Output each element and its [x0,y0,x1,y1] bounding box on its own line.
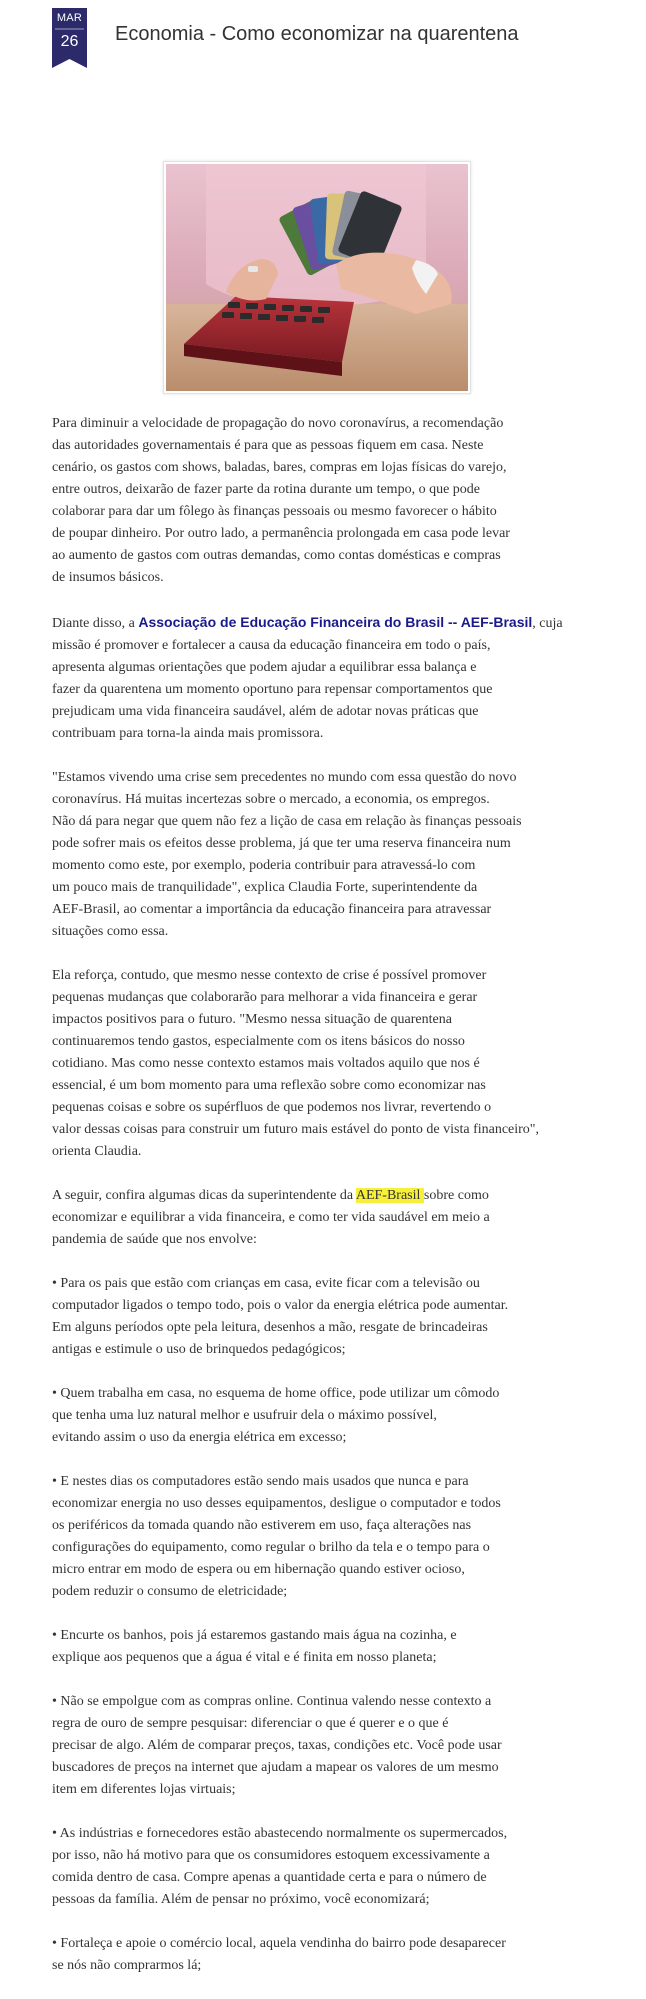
date-badge [52,8,87,68]
paragraph-tips-intro [52,1185,612,1251]
tip-local-commerce: • Fortaleça e apoie o comércio local, aquela vendinha do bairro pode desaparecer se nós não comprarmos lá; [52,1936,506,1973]
calculator-credit-cards-photo-icon [166,164,468,391]
paragraph-text: Diante disso, a [52,616,139,631]
paragraph-aef-intro [52,611,612,745]
tip-children-energy: • Para os pais que estão com crianças em casa, evite ficar com a televisão ou computador ligados o tempo todo, pois o valor da energia elétrica pode aumentar. Em alguns períodos opte pela leitura, desenhos a mão, resgate de brincadeiras antigas e estimule o uso de brinquedos pedagógicos; [52,1276,509,1357]
paragraph-text: A seguir, confira algumas dicas da superintendente da [52,1188,356,1203]
highlighted-text: AEF-Brasil [355,1188,424,1203]
date-month: MAR [56,12,83,24]
paragraph-text: sobre como economizar e equilibrar a vida financeira, e como ter vida saudável em meio a pandemia de saúde que nos envolve: [52,1188,490,1247]
date-day: 26 [60,33,79,50]
paragraph-intro: Para diminuir a velocidade de propagação do novo coronavírus, a recomendação das autoridades governamentais é para que as pessoas fiquem em casa. Neste cenário, os gastos com shows, baladas, bares, compras em lojas físicas do varejo, entre outros, deixarão de fazer parte da rotina durante um tempo, o que pode colaborar para dar um fôlego às finanças pessoais ou mesmo favorecer o hábito de poupar dinheiro. Por outro lado, a permanência prolongada em casa pode levar ao aumento de gastos com outras demandas, como contas domésticas e compras de insumos básicos. [52,416,510,585]
article-image [163,161,471,394]
post-title[interactable]: Economia - Como economizar na quarentena [115,23,519,45]
tip-home-office-light: • Quem trabalha em casa, no esquema de home office, pode utilizar um cômodo que tenha uma luz natural melhor e usufruir dela o máximo possível, evitando assim o uso da energia elétrica em excesso; [52,1386,500,1445]
tip-computer-energy: • E nestes dias os computadores estão sendo mais usados que nunca e para economizar energia no uso desses equipamentos, desligue o computador e todos os periféricos da tomada quando não estiverem em uso, faça alterações nas configurações do equipamento, como regular o brilho da tela e o tempo para o micro entrar em modo de espera ou em hibernação quando estiver ocioso, podem reduzir o consumo de eletricidade; [52,1474,501,1599]
article-body [52,413,612,1999]
tip-online-shopping: • Não se empolgue com as compras online. Continua valendo nesse contexto a regra de ouro de sempre pesquisar: diferenciar o que é querer e o que é precisar de algo. Além de comparar preços, taxas, condições etc. Você pode usar buscadores de preços na internet que ajudam a mapear os valores de um mesmo item em diferentes lojas virtuais; [52,1694,502,1797]
paragraph-quote: "Estamos vivendo uma crise sem precedentes no mundo com essa questão do novo coronavírus. Há muitas incertezas sobre o mercado, a economia, os empregos. Não dá para negar que quem não fez a lição de casa em relação às finanças pessoais pode sofrer mais os efeitos desse problema, já que ter uma reserva financeira num momento como este, por exemplo, poderia contribuir para atravessá-lo com um pouco mais de tranquilidade", explica Claudia Forte, superintendente da AEF-Brasil, ao comentar a importância da educação financeira para atravessar situações como essa. [52,770,522,939]
tip-shorter-showers: • Encurte os banhos, pois já estaremos gastando mais água na cozinha, e explique aos pequenos que a água é vital e é finita em nosso planeta; [52,1628,457,1665]
tip-supermarket-stock: • As indústrias e fornecedores estão abastecendo normalmente os supermercados, por isso, não há motivo para que os consumidores estoquem excessivamente a comida dentro de casa. Compre apenas a quantidade certa e para o número de pessoas da família. Além de pensar no próximo, você economizará; [52,1826,508,1907]
paragraph-text: , cuja missão é promover e fortalecer a causa da educação financeira em todo o país, apresenta algumas orientações que podem ajudar a equilibrar essa balança e fazer da quarentena um momento oportuno para repensar comportamentos que prejudicam uma vida financeira saudável, além de adotar novas práticas que contribuam para torna-la ainda mais promissora. [52,616,563,741]
paragraph-claudia: Ela reforça, contudo, que mesmo nesse contexto de crise é possível promover pequenas mudanças que colaborarão para melhorar a vida financeira e gerar impactos positivos para o futuro. "Mesmo nessa situação de quarentena continuaremos tendo gastos, especialmente com os itens básicos do nosso cotidiano. Mas como nesse contexto estamos mais voltados aquilo que nos é essencial, é um bom momento para uma reflexão sobre como economizar nas pequenas coisas e sobre os supérfluos de que podemos nos livrar, revertendo o valor dessas coisas para construir um futuro mais estável do ponto de vista financeiro", orienta Claudia. [52,968,540,1159]
aef-brasil-link[interactable]: Associação de Educação Financeira do Brasil -- AEF-Brasil [138,614,533,630]
